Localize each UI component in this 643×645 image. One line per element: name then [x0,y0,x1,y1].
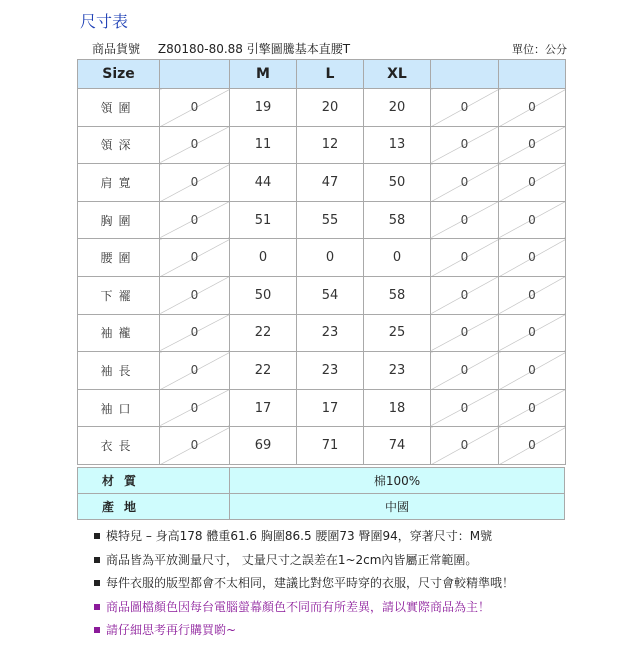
cell-value: 0 [528,438,536,453]
table-row [78,427,566,465]
cell-value: 0 [460,212,469,227]
empty-size-cell [431,89,499,127]
note-text: 商品圖檔顏色因每台電腦螢幕顏色不同而有所差異，請以實際商品為主！ [106,599,491,614]
size-value-cell: 69 [230,427,297,465]
cell-value: 0 [528,250,536,265]
note-text: 商品皆為平放測量尺寸， 丈量尺寸之誤差在1~2cm內皆屬正常範圍。 [106,552,478,567]
cell-value: 0 [528,99,536,114]
size-value-cell: 19 [230,89,297,127]
empty-size-cell [499,239,566,277]
size-table [77,59,566,465]
note-item [94,574,514,598]
empty-size-cell [160,239,230,277]
cell-value: 0 [528,212,536,227]
cell-value: 0 [460,287,469,302]
size-value-cell: 54 [297,276,364,314]
size-value-cell: 17 [230,389,297,427]
cell-value: 0 [528,325,536,340]
size-value-cell: 20 [364,89,431,127]
empty-size-cell [160,164,230,202]
cell-value: 0 [460,438,469,453]
size-value-cell: 11 [230,126,297,164]
row-label: 袖襱 [78,314,160,352]
size-value-cell: 22 [230,314,297,352]
table-row [78,201,566,239]
cell-value: 0 [190,325,199,340]
empty-size-cell [431,314,499,352]
cell-value: 0 [190,137,199,152]
empty-size-cell [499,201,566,239]
empty-size-cell [160,276,230,314]
cell-value: 0 [460,362,469,377]
table-row [78,352,566,390]
empty-size-cell [431,239,499,277]
size-value-cell: 25 [364,314,431,352]
row-label: 袖長 [78,352,160,390]
cell-value: 0 [460,137,469,152]
row-label: 領圍 [78,89,160,127]
size-value-cell: 13 [364,126,431,164]
size-header-cell: Size [78,60,160,89]
note-text: 每件衣服的版型都會不太相同，建議比對您平時穿的衣服，尺寸會較精準哦！ [106,576,515,590]
note-text: 請仔細思考再行購買喲~ [106,623,237,637]
row-label: 衣長 [78,427,160,465]
product-code: Z80180-80.88 引擎圖騰基本直腰T [157,42,351,56]
empty-size-cell [499,427,566,465]
cell-value: 0 [528,287,536,302]
empty-size-cell [160,352,230,390]
table-row [78,89,566,127]
size-value-cell: 23 [297,352,364,390]
size-value-cell: 23 [297,314,364,352]
empty-size-cell [160,427,230,465]
info-row [78,494,565,520]
square-bullet-icon [94,627,100,633]
size-header-cell [160,60,230,89]
size-value-cell: 47 [297,164,364,202]
material-table [77,467,565,520]
note-item [94,621,514,645]
size-value-cell: 71 [297,427,364,465]
cell-value: 0 [190,99,199,114]
cell-value: 0 [190,250,199,265]
empty-size-cell [160,89,230,127]
cell-value: 0 [460,99,469,114]
square-bullet-icon [94,604,100,610]
cell-value: 0 [460,174,469,189]
note-item [94,551,514,575]
empty-size-cell [431,352,499,390]
size-header-cell [431,60,499,89]
row-label: 袖口 [78,389,160,427]
cell-value: 0 [190,400,199,415]
size-value-cell: 22 [230,352,297,390]
size-value-cell: 0 [364,239,431,277]
empty-size-cell [499,314,566,352]
empty-size-cell [431,389,499,427]
size-value-cell: 51 [230,201,297,239]
table-row [78,314,566,352]
size-value-cell: 18 [364,389,431,427]
empty-size-cell [160,314,230,352]
page-title: 尺寸表 [80,12,129,31]
info-label: 材質 [78,468,230,494]
cell-value: 0 [528,362,536,377]
size-value-cell: 58 [364,201,431,239]
cell-value: 0 [190,438,199,453]
cell-value: 0 [190,362,199,377]
size-value-cell: 12 [297,126,364,164]
cell-value: 0 [190,287,199,302]
row-label: 領深 [78,126,160,164]
row-label: 肩寬 [78,164,160,202]
size-value-cell: 20 [297,89,364,127]
size-value-cell: 23 [364,352,431,390]
unit-label: 單位：公分 [512,43,567,56]
empty-size-cell [431,201,499,239]
table-row [78,126,566,164]
size-value-cell: 50 [364,164,431,202]
cell-value: 0 [528,400,536,415]
empty-size-cell [160,126,230,164]
info-value: 中國 [230,494,565,520]
size-value-cell: 44 [230,164,297,202]
empty-size-cell [431,164,499,202]
empty-size-cell [160,201,230,239]
note-text: 模特兒 – 身高178 體重61.6 胸圍86.5 腰圍73 臀圍94，穿著尺寸：M號 [106,529,493,543]
cell-value: 0 [528,174,536,189]
size-header-cell: XL [364,60,431,89]
size-header-row [78,60,566,89]
size-value-cell: 0 [230,239,297,277]
empty-size-cell [499,389,566,427]
row-label: 下襬 [78,276,160,314]
note-item [94,527,514,551]
empty-size-cell [499,164,566,202]
product-code-label: 商品貨號 [92,42,141,56]
cell-value: 0 [190,174,199,189]
size-value-cell: 74 [364,427,431,465]
row-label: 胸圍 [78,201,160,239]
empty-size-cell [431,427,499,465]
row-label: 腰圍 [78,239,160,277]
product-info [92,40,350,57]
info-row [78,468,565,494]
info-value: 棉100% [230,468,565,494]
size-value-cell: 55 [297,201,364,239]
square-bullet-icon [94,533,100,539]
empty-size-cell [499,89,566,127]
cell-value: 0 [528,137,536,152]
note-item [94,598,514,622]
size-value-cell: 50 [230,276,297,314]
size-value-cell: 58 [364,276,431,314]
cell-value: 0 [460,400,469,415]
cell-value: 0 [460,325,469,340]
table-row [78,239,566,277]
empty-size-cell [499,126,566,164]
size-header-cell [499,60,566,89]
table-row [78,276,566,314]
empty-size-cell [160,389,230,427]
size-header-cell: M [230,60,297,89]
notes-list [94,527,514,645]
size-header-cell: L [297,60,364,89]
info-label: 產地 [78,494,230,520]
empty-size-cell [431,126,499,164]
cell-value: 0 [190,212,199,227]
empty-size-cell [431,276,499,314]
square-bullet-icon [94,557,100,563]
empty-size-cell [499,352,566,390]
size-value-cell: 17 [297,389,364,427]
table-row [78,164,566,202]
table-row [78,389,566,427]
size-value-cell: 0 [297,239,364,277]
cell-value: 0 [460,250,469,265]
square-bullet-icon [94,580,100,586]
empty-size-cell [499,276,566,314]
